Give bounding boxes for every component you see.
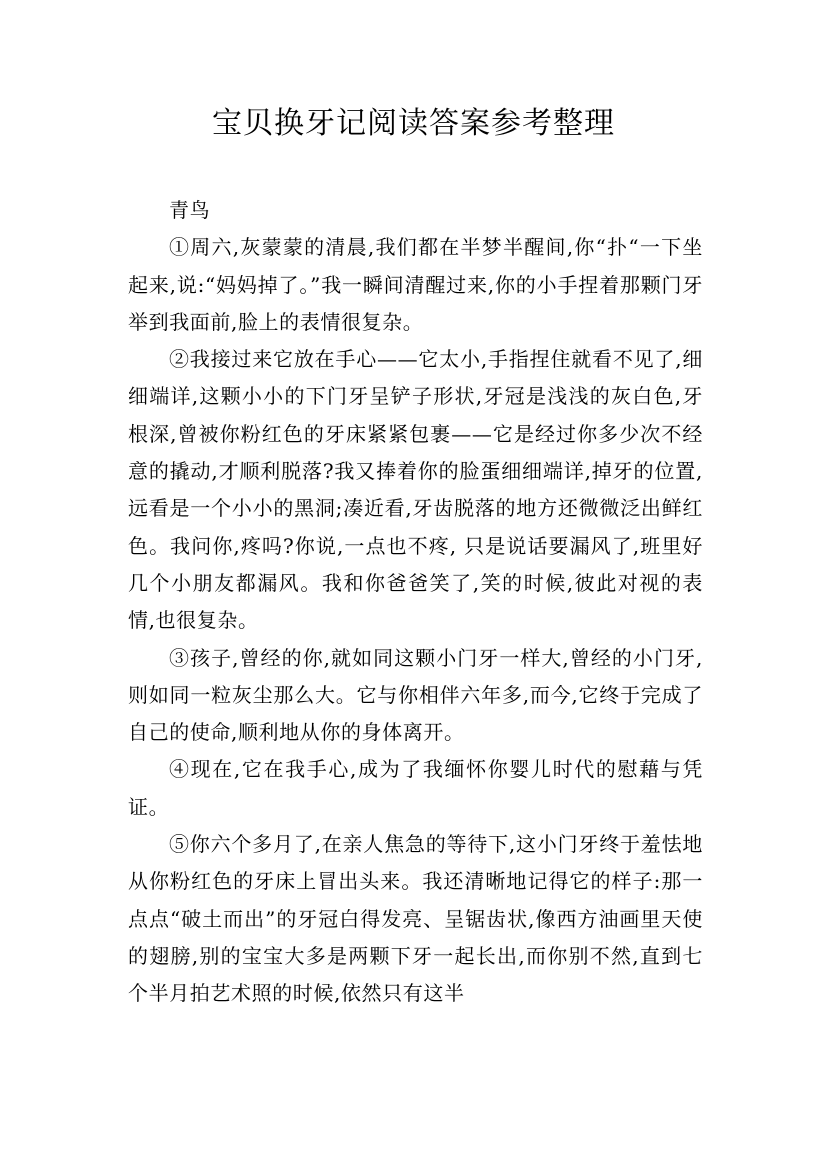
paragraph-3: ③孩子,曾经的你,就如同这颗小门牙一样大,曾经的小门牙,则如同一粒灰尘那么大。它与你相伴六年多,而今,它终于完成了自己的使命,顺利地从你的身体离开。 bbox=[128, 645, 703, 745]
paragraph-2: ②我接过来它放在手心——它太小,手指捏住就看不见了,细细端详,这颗小小的下门牙呈铲子形状,牙冠是浅浅的灰白色,牙根深,曾被你粉红色的牙床紧紧包裹——它是经过你多少次不经意的撬动,才顺利脱落?我又捧着你的脸蛋细细端详,掉牙的位置,远看是一个小小的黑洞;凑近看,牙齿脱落的地方还微微泛出鲜红色。我问你,疼吗?你说,一点也不疼, 只是说话要漏风了,班里好几个小朋友都漏风。我和你爸爸笑了,笑的时候,彼此对视的表情,也很复杂。 bbox=[128, 347, 703, 633]
document-title: 宝贝换牙记阅读答案参考整理 bbox=[212, 106, 615, 141]
paragraph-4: ④现在,它在我手心,成为了我缅怀你婴儿时代的慰藉与凭证。 bbox=[128, 757, 703, 819]
author-name: 青鸟 bbox=[169, 198, 211, 222]
paragraph-5: ⑤你六个多月了,在亲人焦急的等待下,这小门牙终于羞怯地从你粉红色的牙床上冒出头来。我还清晰地记得它的样子:那一点点“破土而出”的牙冠白得发亮、呈锯齿状,像西方油画里天使的翅膀,别的宝宝大多是两颗下牙一起长出,而你别不然,直到七个半月拍艺术照的时候,依然只有这半 bbox=[128, 832, 703, 1006]
paragraph-1: ①周六,灰蒙蒙的清晨,我们都在半梦半醒间,你“扑“一下坐起来,说:“妈妈掉了。”我一瞬间清醒过来,你的小手捏着那颗门牙举到我面前,脸上的表情很复杂。 bbox=[128, 235, 703, 334]
document-body bbox=[128, 192, 703, 1013]
